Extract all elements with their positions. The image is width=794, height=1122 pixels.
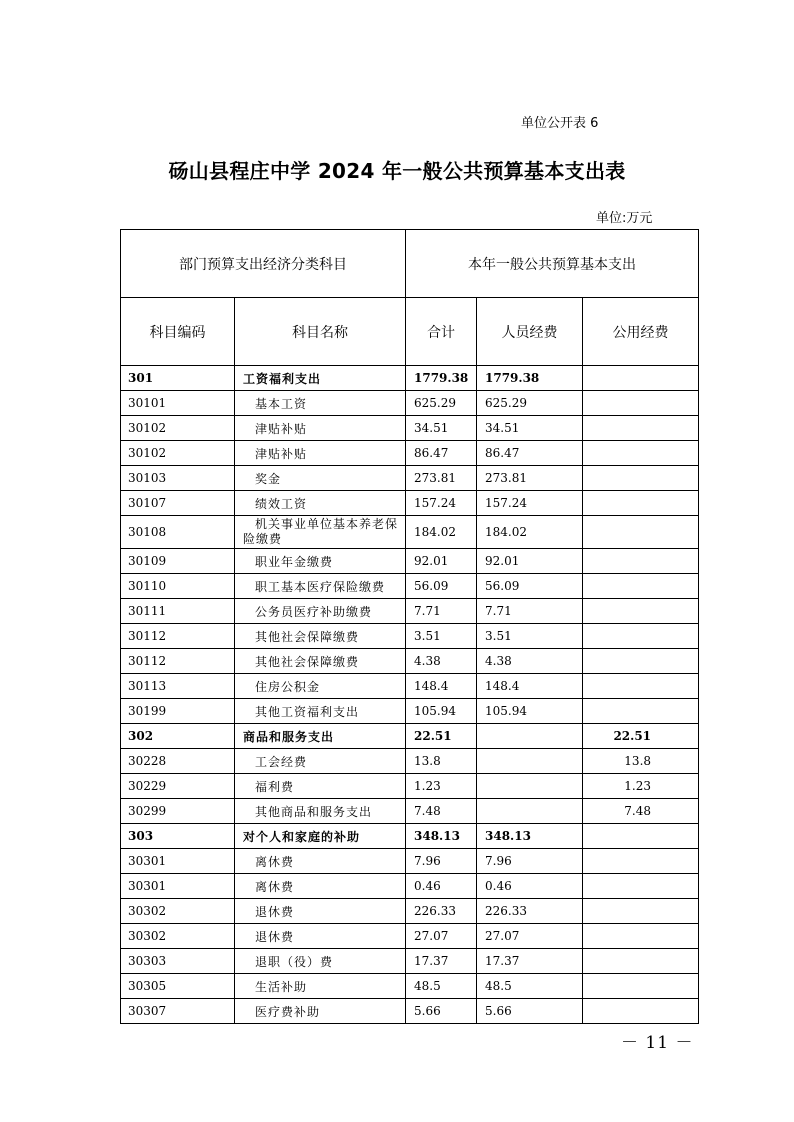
cell-personnel: 48.5 bbox=[477, 974, 583, 999]
cell-personnel bbox=[477, 774, 583, 799]
group-header-expenditure: 本年一般公共预算基本支出 bbox=[406, 230, 699, 298]
cell-code: 30112 bbox=[121, 624, 235, 649]
cell-name: 职工基本医疗保险缴费 bbox=[235, 574, 406, 599]
form-number: 单位公开表 6 bbox=[521, 116, 599, 131]
cell-public bbox=[583, 824, 699, 849]
cell-personnel: 273.81 bbox=[477, 466, 583, 491]
cell-name: 津贴补贴 bbox=[235, 441, 406, 466]
cell-total: 4.38 bbox=[406, 649, 477, 674]
table-row bbox=[121, 699, 699, 724]
cell-name: 其他社会保障缴费 bbox=[235, 624, 406, 649]
cell-public bbox=[583, 599, 699, 624]
cell-public bbox=[583, 466, 699, 491]
table-row bbox=[121, 599, 699, 624]
group-header-classification: 部门预算支出经济分类科目 bbox=[121, 230, 406, 298]
cell-name: 退职（役）费 bbox=[235, 949, 406, 974]
table-row bbox=[121, 849, 699, 874]
cell-personnel: 34.51 bbox=[477, 416, 583, 441]
cell-public: 1.23 bbox=[583, 774, 699, 799]
cell-personnel: 105.94 bbox=[477, 699, 583, 724]
cell-total: 86.47 bbox=[406, 441, 477, 466]
cell-personnel: 348.13 bbox=[477, 824, 583, 849]
cell-personnel: 226.33 bbox=[477, 899, 583, 924]
cell-public bbox=[583, 624, 699, 649]
column-header-public: 公用经费 bbox=[583, 298, 699, 366]
unit-label: 单位:万元 bbox=[596, 211, 653, 226]
cell-code: 30301 bbox=[121, 874, 235, 899]
cell-public bbox=[583, 674, 699, 699]
page-title: 砀山县程庄中学 2024 年一般公共预算基本支出表 bbox=[168, 159, 626, 183]
cell-code: 30305 bbox=[121, 974, 235, 999]
cell-personnel: 56.09 bbox=[477, 574, 583, 599]
cell-total: 56.09 bbox=[406, 574, 477, 599]
cell-code: 30109 bbox=[121, 549, 235, 574]
cell-name: 公务员医疗补助缴费 bbox=[235, 599, 406, 624]
cell-name: 退休费 bbox=[235, 924, 406, 949]
cell-personnel: 625.29 bbox=[477, 391, 583, 416]
cell-total: 7.71 bbox=[406, 599, 477, 624]
cell-total: 625.29 bbox=[406, 391, 477, 416]
cell-public bbox=[583, 699, 699, 724]
cell-personnel bbox=[477, 749, 583, 774]
column-header-total: 合计 bbox=[406, 298, 477, 366]
table-row bbox=[121, 799, 699, 824]
cell-name: 离休费 bbox=[235, 874, 406, 899]
cell-code: 30299 bbox=[121, 799, 235, 824]
cell-code: 302 bbox=[121, 724, 235, 749]
column-header-code: 科目编码 bbox=[121, 298, 235, 366]
cell-personnel: 3.51 bbox=[477, 624, 583, 649]
cell-total: 7.48 bbox=[406, 799, 477, 824]
table-row bbox=[121, 441, 699, 466]
cell-name: 福利费 bbox=[235, 774, 406, 799]
cell-total: 1.23 bbox=[406, 774, 477, 799]
cell-public bbox=[583, 366, 699, 391]
cell-code: 301 bbox=[121, 366, 235, 391]
cell-personnel: 148.4 bbox=[477, 674, 583, 699]
column-header-name: 科目名称 bbox=[235, 298, 406, 366]
table-row bbox=[121, 924, 699, 949]
table-row bbox=[121, 516, 699, 549]
table-row bbox=[121, 624, 699, 649]
cell-public bbox=[583, 649, 699, 674]
table-row bbox=[121, 491, 699, 516]
cell-name: 对个人和家庭的补助 bbox=[235, 824, 406, 849]
cell-code: 30301 bbox=[121, 849, 235, 874]
cell-personnel bbox=[477, 799, 583, 824]
cell-name: 机关事业单位基本养老保险缴费 bbox=[235, 516, 406, 549]
table-row bbox=[121, 749, 699, 774]
cell-personnel bbox=[477, 724, 583, 749]
cell-total: 5.66 bbox=[406, 999, 477, 1024]
table-row bbox=[121, 899, 699, 924]
column-header-personnel: 人员经费 bbox=[477, 298, 583, 366]
page-number: － 11 － bbox=[621, 1033, 694, 1053]
cell-public bbox=[583, 516, 699, 549]
cell-personnel: 184.02 bbox=[477, 516, 583, 549]
cell-name: 津贴补贴 bbox=[235, 416, 406, 441]
cell-code: 30102 bbox=[121, 416, 235, 441]
cell-total: 157.24 bbox=[406, 491, 477, 516]
cell-name: 离休费 bbox=[235, 849, 406, 874]
cell-name: 工会经费 bbox=[235, 749, 406, 774]
cell-public bbox=[583, 849, 699, 874]
cell-total: 13.8 bbox=[406, 749, 477, 774]
cell-personnel: 92.01 bbox=[477, 549, 583, 574]
cell-public bbox=[583, 441, 699, 466]
table-row bbox=[121, 649, 699, 674]
cell-public bbox=[583, 999, 699, 1024]
cell-code: 30302 bbox=[121, 899, 235, 924]
cell-total: 22.51 bbox=[406, 724, 477, 749]
cell-total: 34.51 bbox=[406, 416, 477, 441]
cell-name: 医疗费补助 bbox=[235, 999, 406, 1024]
cell-total: 7.96 bbox=[406, 849, 477, 874]
cell-public bbox=[583, 391, 699, 416]
cell-code: 303 bbox=[121, 824, 235, 849]
table-row bbox=[121, 824, 699, 849]
cell-code: 30112 bbox=[121, 649, 235, 674]
cell-public bbox=[583, 491, 699, 516]
cell-name: 工资福利支出 bbox=[235, 366, 406, 391]
cell-code: 30303 bbox=[121, 949, 235, 974]
cell-name: 绩效工资 bbox=[235, 491, 406, 516]
cell-name: 其他商品和服务支出 bbox=[235, 799, 406, 824]
cell-total: 48.5 bbox=[406, 974, 477, 999]
cell-public bbox=[583, 549, 699, 574]
cell-personnel: 27.07 bbox=[477, 924, 583, 949]
cell-code: 30307 bbox=[121, 999, 235, 1024]
cell-total: 273.81 bbox=[406, 466, 477, 491]
cell-total: 1779.38 bbox=[406, 366, 477, 391]
cell-code: 30199 bbox=[121, 699, 235, 724]
cell-total: 92.01 bbox=[406, 549, 477, 574]
table-row bbox=[121, 724, 699, 749]
cell-code: 30103 bbox=[121, 466, 235, 491]
cell-code: 30113 bbox=[121, 674, 235, 699]
cell-code: 30101 bbox=[121, 391, 235, 416]
cell-total: 0.46 bbox=[406, 874, 477, 899]
table-row bbox=[121, 416, 699, 441]
cell-public bbox=[583, 899, 699, 924]
budget-table bbox=[120, 229, 699, 1024]
table-row bbox=[121, 949, 699, 974]
cell-public: 13.8 bbox=[583, 749, 699, 774]
cell-total: 348.13 bbox=[406, 824, 477, 849]
cell-name: 奖金 bbox=[235, 466, 406, 491]
cell-code: 30102 bbox=[121, 441, 235, 466]
cell-personnel: 17.37 bbox=[477, 949, 583, 974]
cell-code: 30229 bbox=[121, 774, 235, 799]
cell-personnel: 7.71 bbox=[477, 599, 583, 624]
cell-name: 生活补助 bbox=[235, 974, 406, 999]
cell-total: 17.37 bbox=[406, 949, 477, 974]
table-row bbox=[121, 874, 699, 899]
cell-personnel: 5.66 bbox=[477, 999, 583, 1024]
cell-public: 7.48 bbox=[583, 799, 699, 824]
table-row bbox=[121, 574, 699, 599]
cell-name: 商品和服务支出 bbox=[235, 724, 406, 749]
table-row bbox=[121, 974, 699, 999]
cell-code: 30111 bbox=[121, 599, 235, 624]
table-row bbox=[121, 391, 699, 416]
cell-public bbox=[583, 574, 699, 599]
cell-code: 30228 bbox=[121, 749, 235, 774]
table-row bbox=[121, 999, 699, 1024]
cell-name: 其他社会保障缴费 bbox=[235, 649, 406, 674]
table-row bbox=[121, 674, 699, 699]
cell-public bbox=[583, 974, 699, 999]
cell-personnel: 1779.38 bbox=[477, 366, 583, 391]
cell-name: 住房公积金 bbox=[235, 674, 406, 699]
cell-total: 27.07 bbox=[406, 924, 477, 949]
cell-total: 148.4 bbox=[406, 674, 477, 699]
table-row bbox=[121, 366, 699, 391]
cell-public bbox=[583, 874, 699, 899]
cell-total: 3.51 bbox=[406, 624, 477, 649]
cell-personnel: 4.38 bbox=[477, 649, 583, 674]
table-row bbox=[121, 774, 699, 799]
table-row bbox=[121, 549, 699, 574]
cell-personnel: 7.96 bbox=[477, 849, 583, 874]
cell-public bbox=[583, 949, 699, 974]
cell-code: 30108 bbox=[121, 516, 235, 549]
cell-total: 105.94 bbox=[406, 699, 477, 724]
cell-name: 退休费 bbox=[235, 899, 406, 924]
table-row bbox=[121, 466, 699, 491]
cell-name: 基本工资 bbox=[235, 391, 406, 416]
cell-code: 30107 bbox=[121, 491, 235, 516]
cell-name: 职业年金缴费 bbox=[235, 549, 406, 574]
cell-personnel: 0.46 bbox=[477, 874, 583, 899]
cell-code: 30110 bbox=[121, 574, 235, 599]
cell-name: 其他工资福利支出 bbox=[235, 699, 406, 724]
cell-personnel: 157.24 bbox=[477, 491, 583, 516]
cell-total: 184.02 bbox=[406, 516, 477, 549]
cell-public: 22.51 bbox=[583, 724, 699, 749]
cell-total: 226.33 bbox=[406, 899, 477, 924]
cell-code: 30302 bbox=[121, 924, 235, 949]
cell-personnel: 86.47 bbox=[477, 441, 583, 466]
cell-public bbox=[583, 924, 699, 949]
cell-public bbox=[583, 416, 699, 441]
